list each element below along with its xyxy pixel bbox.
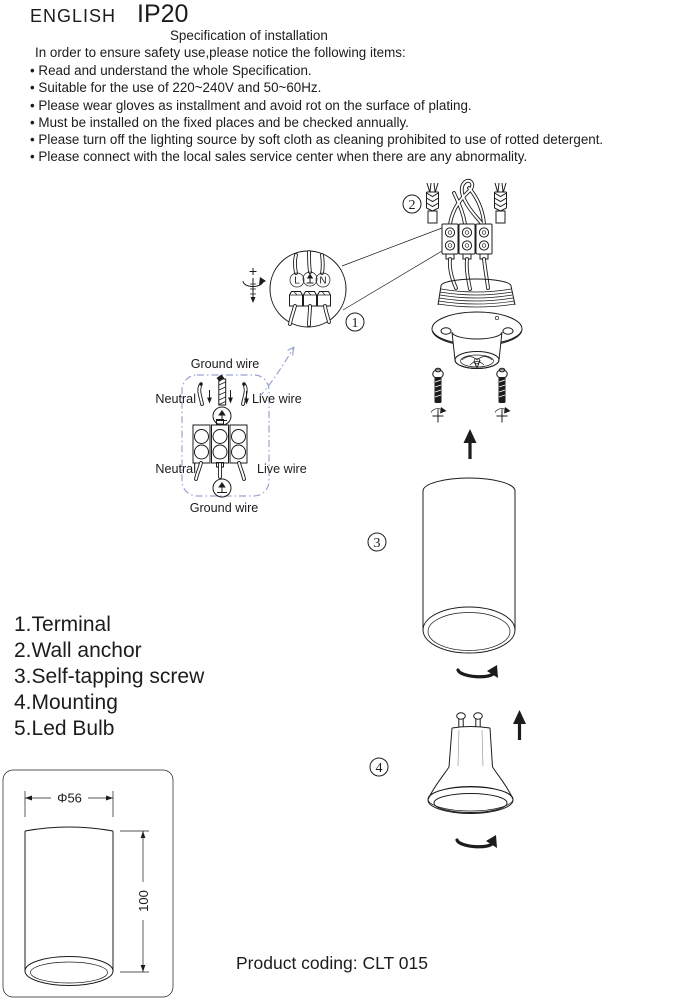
- ground-wire-top-label: Ground wire: [190, 357, 260, 371]
- terminal-block-front: [193, 420, 247, 468]
- wiring-diagram: [155, 347, 306, 515]
- part-item: 3.Self-tapping screw: [14, 665, 205, 688]
- gu10-pin: [457, 713, 466, 727]
- safety-bullet: • Please turn off the lighting source by soft cloth as cleaning prohibited to use of rotted detergent.: [30, 132, 604, 148]
- magnifier-leader-lines: [342, 228, 442, 310]
- dimension-box-border: [3, 770, 173, 997]
- magnify-arrow-icon: [259, 347, 294, 397]
- step1-badge: [346, 313, 364, 331]
- diameter-dimension: [25, 791, 113, 818]
- height-value: 100: [136, 890, 151, 912]
- up-arrow-icon: [513, 710, 526, 740]
- part-item: 1.Terminal: [14, 613, 111, 636]
- dimension-drawing: [3, 770, 173, 997]
- phillips-rotate-icon: [431, 407, 447, 423]
- step2-number: 2: [408, 198, 416, 213]
- step3-badge: [368, 533, 386, 551]
- wires-below-block: [196, 463, 244, 479]
- rotate-arrow-icon: [458, 665, 498, 678]
- ground-wire-braided: [217, 375, 226, 406]
- live-wire-top-label: Live wire: [252, 392, 302, 406]
- neutral-top-label: Neutral: [155, 392, 196, 406]
- wall-anchor-right: [495, 183, 507, 223]
- step1-terminal-detail: [243, 228, 442, 331]
- safety-bullet: • Must be installed on the fixed places and be checked annually.: [30, 114, 409, 130]
- part-item: 4.Mounting: [14, 691, 118, 714]
- diameter-value: Φ56: [57, 790, 82, 806]
- ground-wire-bottom-label: Ground wire: [189, 501, 259, 515]
- language-label: ENGLISH: [30, 6, 117, 26]
- step2-anchor-terminal-assembly: [403, 181, 522, 369]
- self-tapping-screw-right: [497, 368, 507, 403]
- product-coding: Product coding: CLT 015: [236, 953, 428, 973]
- live-wire-bottom-label: Live wire: [257, 462, 307, 476]
- part-item: 2.Wall anchor: [14, 639, 142, 662]
- ip-rating: IP20: [137, 0, 189, 28]
- step2-badge: [403, 195, 421, 213]
- step4-led-bulb: [370, 710, 526, 848]
- neutral-wire-top: [199, 382, 203, 404]
- down-arrow-icon: [207, 390, 212, 404]
- safety-bullet: • Read and understand the whole Specification.: [30, 63, 312, 78]
- earth-symbol-bottom-icon: [213, 479, 231, 497]
- mounting-base: [432, 279, 522, 369]
- terminal-l-label: L: [294, 275, 300, 287]
- step3-screws-and-housing: [368, 368, 515, 678]
- down-arrow-icon: [228, 390, 233, 404]
- terminal-n-label: N: [319, 275, 327, 287]
- step1-number: 1: [351, 316, 359, 331]
- rotate-arrow-icon: [457, 835, 497, 848]
- step4-number: 4: [375, 761, 383, 776]
- wires-to-mounting: [450, 259, 488, 289]
- wall-anchor-left: [427, 183, 439, 223]
- part-item: 5.Led Bulb: [14, 717, 115, 740]
- safety-bullet: • Suitable for the use of 220~240V and 50~60Hz.: [30, 80, 322, 96]
- height-dimension: [120, 831, 151, 972]
- screwdriver-rotate-icon: [243, 268, 266, 303]
- gu10-pin: [474, 713, 483, 727]
- self-tapping-screw-left: [433, 368, 443, 403]
- intro-line: In order to ensure safety use,please notice the following items:: [35, 45, 406, 60]
- neutral-bottom-label: Neutral: [155, 462, 196, 476]
- earth-symbol-top-icon: [213, 407, 231, 425]
- step4-badge: [370, 758, 388, 776]
- step3-number: 3: [373, 536, 381, 551]
- bulb-body: [428, 727, 513, 814]
- terminal-block: [442, 224, 492, 259]
- cylinder-housing: [423, 478, 515, 653]
- supply-wires-tangle: [450, 181, 484, 224]
- phillips-rotate-icon: [495, 407, 511, 423]
- safety-bullet: • Please connect with the local sales service center when there are any abnormality.: [30, 149, 528, 165]
- cylinder-outline: [25, 827, 113, 986]
- up-arrow-icon: [464, 429, 477, 459]
- page-title: Specification of installation: [170, 28, 328, 43]
- safety-bullet: • Please wear gloves as installment and avoid rot on the surface of plating.: [30, 97, 472, 113]
